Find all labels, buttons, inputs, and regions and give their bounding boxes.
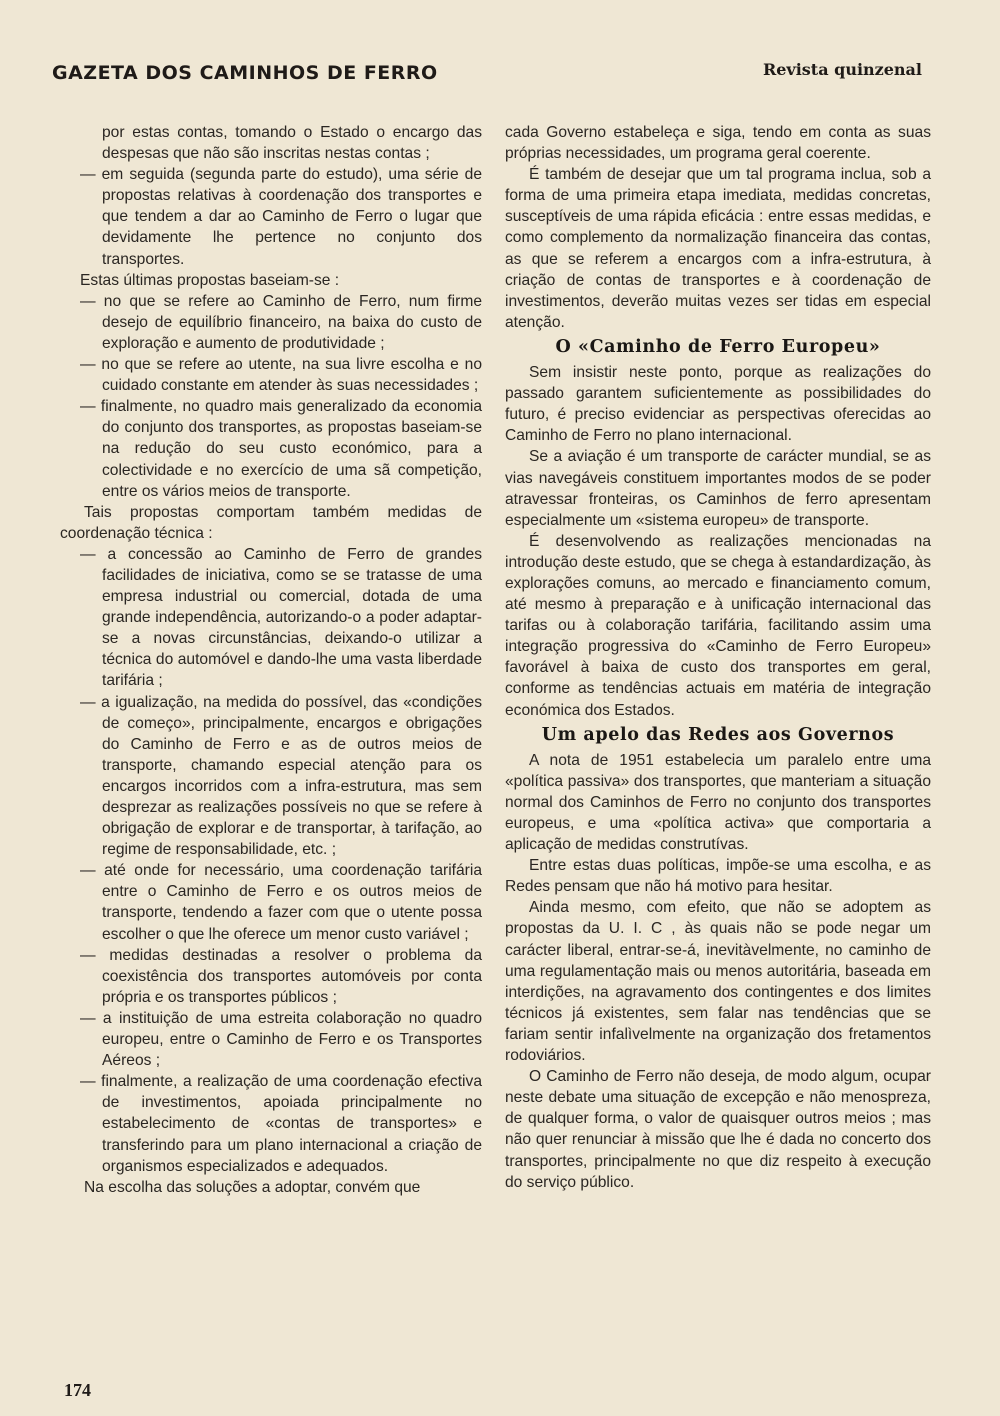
list-item: — finalmente, a realização de uma coordenação efectiva de investimentos, apoiada principalmente no estabelecimento de «contas de transportes» e transferindo para um plano internacional a criação de organismos especializados e adequados. bbox=[80, 1073, 482, 1175]
paragraph: Estas últimas propostas baseiam-se : bbox=[80, 271, 340, 289]
list-item: — no que se refere ao Caminho de Ferro, num firme desejo de equilíbrio financeiro, na baixa do custo de exploração e aumento de produtividade ; bbox=[80, 292, 482, 352]
paragraph: cada Governo estabeleça e siga, tendo em conta as suas próprias necessidades, um programa geral coerente. bbox=[505, 124, 931, 163]
list-item: — a concessão ao Caminho de Ferro de grandes facilidades de iniciativa, como se se tratasse de uma empresa industrial ou comercial, dotada de uma grande independência, autorizando-o a poder adaptar-se a novas circunstâncias, deixando-o utilizar a técnica do automóvel e dando-lhe uma vasta liberdade tarifária ; bbox=[80, 545, 482, 690]
list-item: — em seguida (segunda parte do estudo), uma série de propostas relativas à coordenação dos transportes e que tendem a dar ao Caminho de Ferro o lugar que devidamente lhe pertence no conjunto dos transportes. bbox=[80, 166, 482, 268]
paragraph: Na escolha das soluções a adoptar, convém que bbox=[84, 1178, 421, 1196]
section-heading: Um apelo das Redes aos Governos bbox=[541, 724, 895, 745]
paragraph: É desenvolvendo as realizações mencionadas na introdução deste estudo, que se chega à estandardização, às explorações comuns, ao mercado e financiamento comum, até mesmo à preparação e à unificação internacional das tarifas ou à colaboração tarifária, facilitando assim uma integração progressiva do «Caminho de Ferro Europeu» favorável à baixa de custo dos transportes em geral, conforme as tendências actuais em matéria de integração económica dos Estados. bbox=[505, 532, 931, 719]
page-number: 174 bbox=[64, 1380, 91, 1400]
list-item: — medidas destinadas a resolver o problema da coexistência dos transportes automóveis por conta própria e os transportes públicos ; bbox=[80, 946, 482, 1006]
paragraph: A nota de 1951 estabelecia um paralelo entre uma «política passiva» dos transportes, que manteriam a situação normal dos Caminhos de Ferro no conjunto dos transportes europeus, e uma «política activa» que comportaria a aplicação de medidas construtívas. bbox=[505, 751, 931, 854]
publication-subtitle: Revista quinzenal bbox=[762, 60, 922, 79]
list-item: — no que se refere ao utente, na sua livre escolha e no cuidado constante em atender às suas necessidades ; bbox=[80, 356, 482, 395]
list-item: — até onde for necessário, uma coordenação tarifária entre o Caminho de Ferro e os outros meios de transporte, tendendo a fazer com que o utente possa escolher o que lhe oferece um menor custo variável ; bbox=[80, 862, 482, 943]
paragraph: Sem insistir neste ponto, porque as realizações do passado garantem suficientemente as possibilidades do futuro, é preciso evidenciar as perspectivas oferecidas ao Caminho de Ferro no plano internacional. bbox=[505, 364, 931, 445]
paragraph: Ainda mesmo, com efeito, que não se adoptem as propostas da U. I. C , às quais não se pode negar um carácter liberal, entrar-se-á, inevitàvelmente, no caminho de uma regulamentação mais ou menos autoritária, baseada em interdições, na agravamento dos contingentes e dos limites técnicos já existentes, sem falar nas tendências que se fariam sentir infalìvelmente na organização dos fretamentos rodoviários. bbox=[505, 899, 931, 1065]
paragraph: É também de desejar que um tal programa inclua, sob a forma de uma primeira etapa imediata, medidas concretas, susceptíveis de uma rápida eficácia : entre essas medidas, e como complemento da normalização financeira das contas, as que se referem a encargos com a infra-estrutura, à criação de contas de transportes e à coordenação de investimentos, deverão muitas vezes ser tidas em especial atenção. bbox=[505, 166, 931, 331]
list-item: — finalmente, no quadro mais generalizado da economia do conjunto dos transportes, as propostas baseiam-se na redução do seu custo económico, para a colectividade e no exercício de uma sã competição, entre os vários meios de transporte. bbox=[80, 398, 482, 500]
list-item: — a igualização, na medida do possível, das «condições de começo», principalmente, encargos e obrigações do Caminho de Ferro e as de outros meios de transporte, chamando especial atenção para os encargos incorridos com a infra-estrutura, mas sem desprezar as realizações possíveis no que se refere à obrigação de explorar e de transportar, à tarifação, ao regime de responsabilidade, etc. ; bbox=[80, 693, 482, 859]
list-item: — a instituição de uma estreita colaboração no quadro europeu, entre o Caminho de Ferro e os Transportes Aéreos ; bbox=[80, 1009, 482, 1070]
paragraph: por estas contas, tomando o Estado o encargo das despesas que não são inscritas nestas contas ; bbox=[102, 124, 482, 163]
paragraph: O Caminho de Ferro não deseja, de modo algum, ocupar neste debate uma situação de excepção e não menospreza, de qualquer forma, o valor de quaisquer outros meios ; mas não quer renunciar à missão que lhe é dada no concerto dos transportes, principalmente no que diz respeito à execução do serviço público. bbox=[505, 1068, 931, 1191]
paragraph: Tais propostas comportam também medidas de coordenação técnica : bbox=[60, 503, 482, 542]
paragraph: Entre estas duas políticas, impõe-se uma escolha, e as Redes pensam que não há motivo para hesitar. bbox=[505, 857, 931, 896]
left-column bbox=[60, 122, 482, 1198]
paragraph: Se a aviação é um transporte de carácter mundial, se as vias navegáveis constituem importantes modos de se poder atravessar fronteiras, os Caminhos de ferro apresentam especialmente um «sistema europeu» de transporte. bbox=[505, 448, 931, 529]
publication-title: GAZETA DOS CAMINHOS DE FERRO bbox=[52, 62, 438, 84]
section-heading: O «Caminho de Ferro Europeu» bbox=[555, 336, 881, 357]
right-column bbox=[505, 122, 931, 1193]
